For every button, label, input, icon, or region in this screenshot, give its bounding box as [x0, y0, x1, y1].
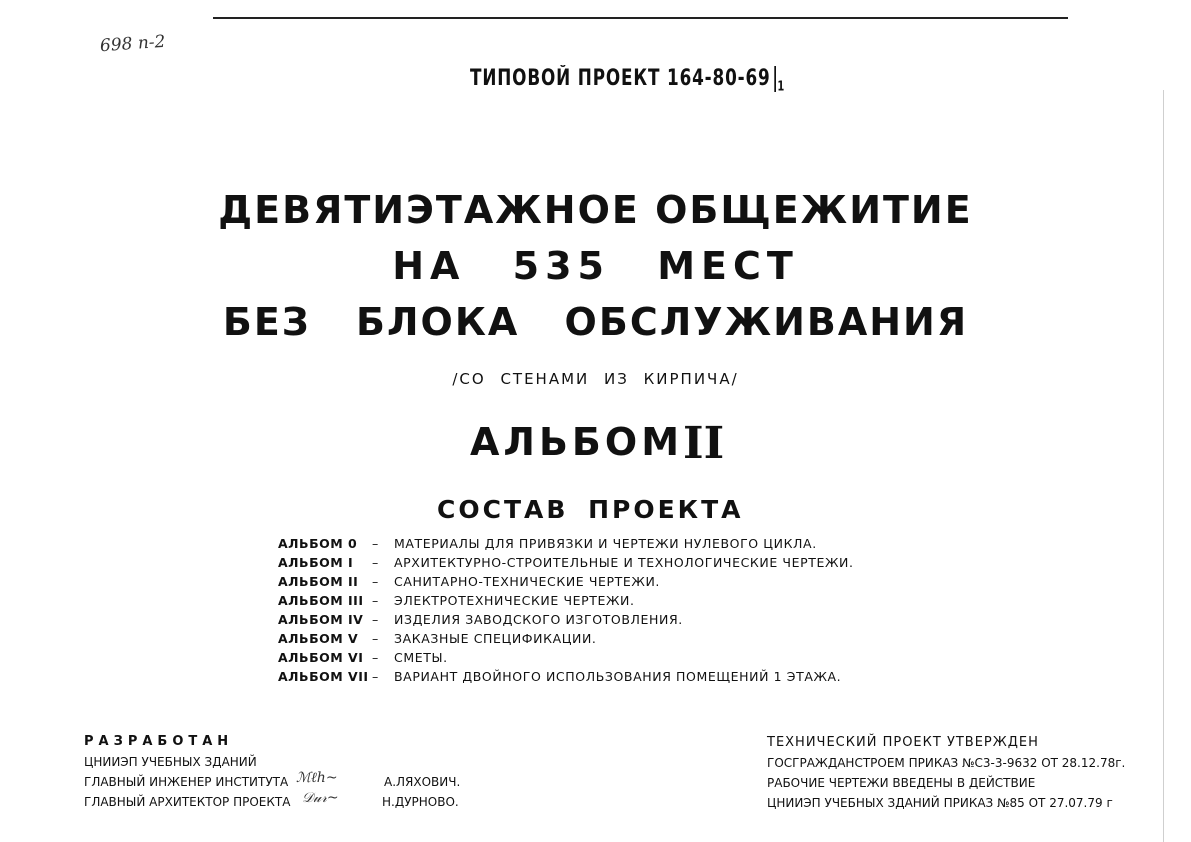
- handwritten-note: 698 п-2: [99, 31, 166, 57]
- dash: –: [372, 650, 379, 665]
- organization: ЦНИИЭП УЧЕБНЫХ ЗДАНИЙ: [84, 755, 257, 769]
- dash: –: [372, 536, 379, 551]
- album-id: АЛЬБОМ III: [278, 593, 364, 608]
- signature-icon: ℳℓℎ~: [296, 770, 338, 786]
- album-label: АЛЬБОМ: [470, 420, 684, 464]
- signature-icon: 𝒟𝓊𝓇~: [302, 790, 339, 806]
- album-description: САНИТАРНО-ТЕХНИЧЕСКИЕ ЧЕРТЕЖИ.: [394, 574, 660, 589]
- album-id: АЛЬБОМ I: [278, 555, 354, 570]
- developed-by-heading: РАЗРАБОТАН: [84, 734, 234, 749]
- album-id: АЛЬБОМ VI: [278, 650, 364, 665]
- chief-engineer-name: А.ЛЯХОВИЧ.: [384, 775, 461, 789]
- album-numeral: II: [683, 418, 725, 469]
- approval-line-3: РАБОЧИЕ ЧЕРТЕЖИ ВВЕДЕНЫ В ДЕЙСТВИЕ: [767, 776, 1036, 790]
- chief-engineer-role: ГЛАВНЫЙ ИНЖЕНЕР ИНСТИТУТА: [84, 775, 289, 789]
- chief-architect-row: [84, 790, 459, 812]
- album-id: АЛЬБОМ II: [278, 574, 359, 589]
- subtitle: /СО СТЕНАМИ ИЗ КИРПИЧА/: [452, 370, 739, 388]
- album-description: АРХИТЕКТУРНО-СТРОИТЕЛЬНЫЕ И ТЕХНОЛОГИЧЕСКИЕ ЧЕРТЕЖИ.: [394, 555, 854, 570]
- dash: –: [372, 555, 379, 570]
- title-line-2: НА 535 МЕСТ: [392, 244, 799, 288]
- approval-block: [767, 733, 1125, 813]
- dash: –: [372, 669, 379, 684]
- top-rule: [213, 17, 1068, 19]
- developed-by-block: [84, 732, 461, 812]
- album-description: МАТЕРИАЛЫ ДЛЯ ПРИВЯЗКИ И ЧЕРТЕЖИ НУЛЕВОГО ЦИКЛА.: [394, 536, 817, 551]
- standard-project-number: [470, 66, 785, 94]
- approval-line-4: ЦНИИЭП УЧЕБНЫХ ЗДАНИЙ ПРИКАЗ №85 ОТ 27.07.79 г: [767, 796, 1113, 810]
- title-line-1: ДЕВЯТИЭТАЖНОЕ ОБЩЕЖИТИЕ: [218, 188, 973, 232]
- album-id: АЛЬБОМ IV: [278, 612, 364, 627]
- album-description: ВАРИАНТ ДВОЙНОГО ИСПОЛЬЗОВАНИЯ ПОМЕЩЕНИЙ 1 ЭТАЖА.: [394, 669, 842, 684]
- album-id: АЛЬБОМ V: [278, 631, 359, 646]
- dash: –: [372, 612, 379, 627]
- title-line-3: БЕЗ БЛОКА ОБСЛУЖИВАНИЯ: [222, 300, 969, 344]
- album-id: АЛЬБОМ VII: [278, 669, 369, 684]
- chief-architect-role: ГЛАВНЫЙ АРХИТЕКТОР ПРОЕКТА: [84, 795, 291, 809]
- chief-architect-name: Н.ДУРНОВО.: [382, 795, 459, 809]
- standard-project-suffix: 1: [777, 79, 786, 95]
- approval-line-2: ГОСГРАЖДАНСТРОЕМ ПРИКАЗ №С3-3-9632 ОТ 28.12.78г.: [767, 756, 1126, 770]
- album-description: ИЗДЕЛИЯ ЗАВОДСКОГО ИЗГОТОВЛЕНИЯ.: [394, 612, 683, 627]
- separator-bar: [774, 66, 776, 92]
- dash: –: [372, 574, 379, 589]
- dash: –: [372, 631, 379, 646]
- composition-title: СОСТАВ ПРОЕКТА: [437, 495, 744, 524]
- approval-line-1: ТЕХНИЧЕСКИЙ ПРОЕКТ УТВЕРЖДЕН: [767, 735, 1039, 750]
- chief-engineer-row: [84, 770, 461, 792]
- album-description: ЗАКАЗНЫЕ СПЕЦИФИКАЦИИ.: [394, 631, 597, 646]
- album-description: ЭЛЕКТРОТЕХНИЧЕСКИЕ ЧЕРТЕЖИ.: [394, 593, 635, 608]
- album-description: СМЕТЫ.: [394, 650, 448, 665]
- standard-project-label: ТИПОВОЙ ПРОЕКТ 164-80-69: [470, 66, 771, 91]
- album-id: АЛЬБОМ 0: [278, 536, 358, 551]
- dash: –: [372, 593, 379, 608]
